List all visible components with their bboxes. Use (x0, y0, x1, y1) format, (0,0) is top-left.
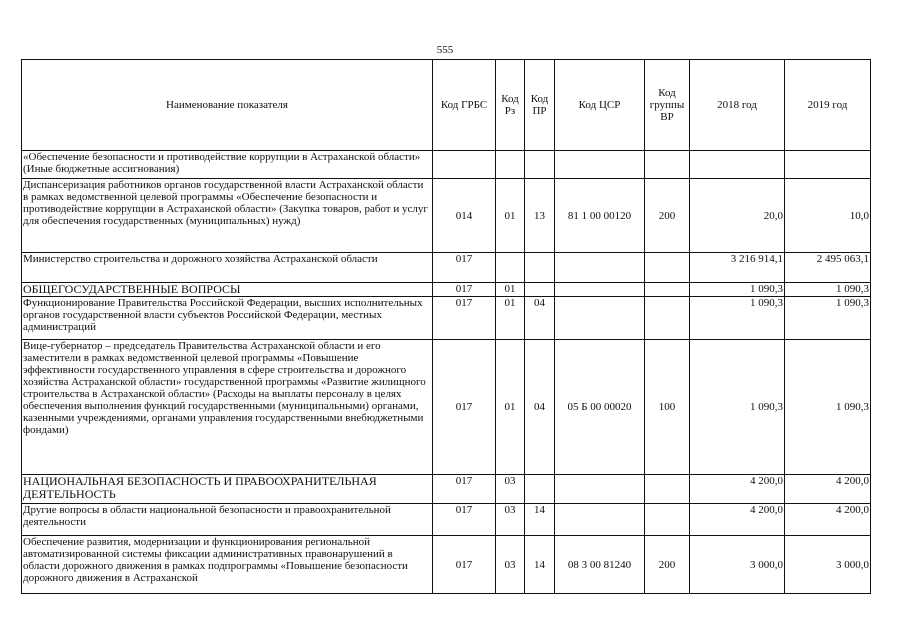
header-pr: Код ПР (525, 60, 555, 151)
header-rz: Код Рз (496, 60, 525, 151)
row-2019: 4 200,0 (785, 475, 871, 504)
row-2018: 4 200,0 (690, 475, 785, 504)
budget-table (21, 59, 871, 594)
row-csr (555, 253, 645, 283)
row-rz: 01 (496, 283, 525, 297)
table-header (22, 60, 871, 151)
table-row (22, 297, 871, 340)
row-rz: 03 (496, 504, 525, 536)
row-csr (555, 151, 645, 179)
row-vr (645, 253, 690, 283)
row-vr (645, 504, 690, 536)
row-grbs: 017 (433, 297, 496, 340)
row-name: ОБЩЕГОСУДАРСТВЕННЫЕ ВОПРОСЫ (22, 283, 433, 297)
row-vr: 200 (645, 179, 690, 253)
row-pr: 04 (525, 297, 555, 340)
row-2019: 10,0 (785, 179, 871, 253)
row-pr (525, 475, 555, 504)
header-2018: 2018 год (690, 60, 785, 151)
row-pr (525, 283, 555, 297)
row-vr: 100 (645, 340, 690, 475)
row-rz: 01 (496, 297, 525, 340)
header-2019: 2019 год (785, 60, 871, 151)
row-name: Вице-губернатор – председатель Правительства Астраханской области и его заместители в рамках ведомственной целевой программы «Повышение эффективности государственного управления в сфере строительства и дорожного хозяйства Астраханской области» государственной программы «Развитие жилищного строительства в Астраханской области» (Расходы на выплаты персоналу в целях обеспечения выполнения функций государственными (муниципальными) органами, казенными учреждениями, органами управления государственными внебюджетными фондами) (22, 340, 433, 475)
table-row (22, 283, 871, 297)
row-csr: 05 Б 00 00020 (555, 340, 645, 475)
row-vr (645, 297, 690, 340)
row-2018: 3 216 914,1 (690, 253, 785, 283)
row-rz: 01 (496, 179, 525, 253)
row-pr: 14 (525, 504, 555, 536)
header-name: Наименование показателя (22, 60, 433, 151)
row-vr (645, 151, 690, 179)
row-csr: 08 3 00 81240 (555, 536, 645, 594)
table-row (22, 536, 871, 594)
row-2018: 1 090,3 (690, 283, 785, 297)
row-csr (555, 283, 645, 297)
row-name: «Обеспечение безопасности и противодействие коррупции в Астраханской области» (Иные бюджетные ассигнования) (22, 151, 433, 179)
table-row (22, 504, 871, 536)
row-grbs: 017 (433, 283, 496, 297)
row-2018: 3 000,0 (690, 536, 785, 594)
row-grbs: 017 (433, 253, 496, 283)
row-pr: 04 (525, 340, 555, 475)
row-2019: 2 495 063,1 (785, 253, 871, 283)
row-csr: 81 1 00 00120 (555, 179, 645, 253)
row-rz: 03 (496, 536, 525, 594)
header-row (22, 60, 871, 151)
table-row (22, 179, 871, 253)
row-2019: 1 090,3 (785, 340, 871, 475)
row-pr (525, 151, 555, 179)
row-csr (555, 475, 645, 504)
row-name: Обеспечение развития, модернизации и функционирования региональной автоматизированной системы фиксации административных правонарушений в области дорожного движения в рамках подпрограммы «Повышение безопасности дорожного движения в Астраханской (22, 536, 433, 594)
row-rz (496, 253, 525, 283)
row-2019: 4 200,0 (785, 504, 871, 536)
row-name: НАЦИОНАЛЬНАЯ БЕЗОПАСНОСТЬ И ПРАВООХРАНИТЕЛЬНАЯ ДЕЯТЕЛЬНОСТЬ (22, 475, 433, 504)
row-2018: 4 200,0 (690, 504, 785, 536)
row-name: Другие вопросы в области национальной безопасности и правоохранительной деятельности (22, 504, 433, 536)
row-pr: 14 (525, 536, 555, 594)
row-name: Министерство строительства и дорожного хозяйства Астраханской области (22, 253, 433, 283)
row-rz (496, 151, 525, 179)
row-rz: 01 (496, 340, 525, 475)
row-grbs (433, 151, 496, 179)
row-grbs: 017 (433, 504, 496, 536)
row-2019: 1 090,3 (785, 283, 871, 297)
row-csr (555, 297, 645, 340)
row-name: Функционирование Правительства Российской Федерации, высших исполнительных органов государственной власти субъектов Российской Федерации, местных администраций (22, 297, 433, 340)
row-rz: 03 (496, 475, 525, 504)
row-grbs: 017 (433, 475, 496, 504)
header-csr: Код ЦСР (555, 60, 645, 151)
row-grbs: 017 (433, 536, 496, 594)
row-grbs: 014 (433, 179, 496, 253)
header-grbs: Код ГРБС (433, 60, 496, 151)
table-row (22, 253, 871, 283)
row-pr: 13 (525, 179, 555, 253)
table-body (22, 151, 871, 594)
table-row (22, 340, 871, 475)
table-row (22, 475, 871, 504)
row-vr: 200 (645, 536, 690, 594)
header-vr: Код группы ВР (645, 60, 690, 151)
page-number: 555 (436, 44, 454, 56)
row-name: Диспансеризация работников органов государственной власти Астраханской области в рамках ведомственной целевой программы «Обеспечение безопасности и противодействие коррупции в Астраханской области» (Закупка товаров, работ и услуг для обеспечения государственных (муниципальных) нужд) (22, 179, 433, 253)
row-pr (525, 253, 555, 283)
row-vr (645, 475, 690, 504)
row-2018: 20,0 (690, 179, 785, 253)
row-2019 (785, 151, 871, 179)
row-2019: 3 000,0 (785, 536, 871, 594)
row-vr (645, 283, 690, 297)
row-grbs: 017 (433, 340, 496, 475)
table-row (22, 151, 871, 179)
row-csr (555, 504, 645, 536)
row-2018: 1 090,3 (690, 297, 785, 340)
row-2018: 1 090,3 (690, 340, 785, 475)
row-2018 (690, 151, 785, 179)
row-2019: 1 090,3 (785, 297, 871, 340)
